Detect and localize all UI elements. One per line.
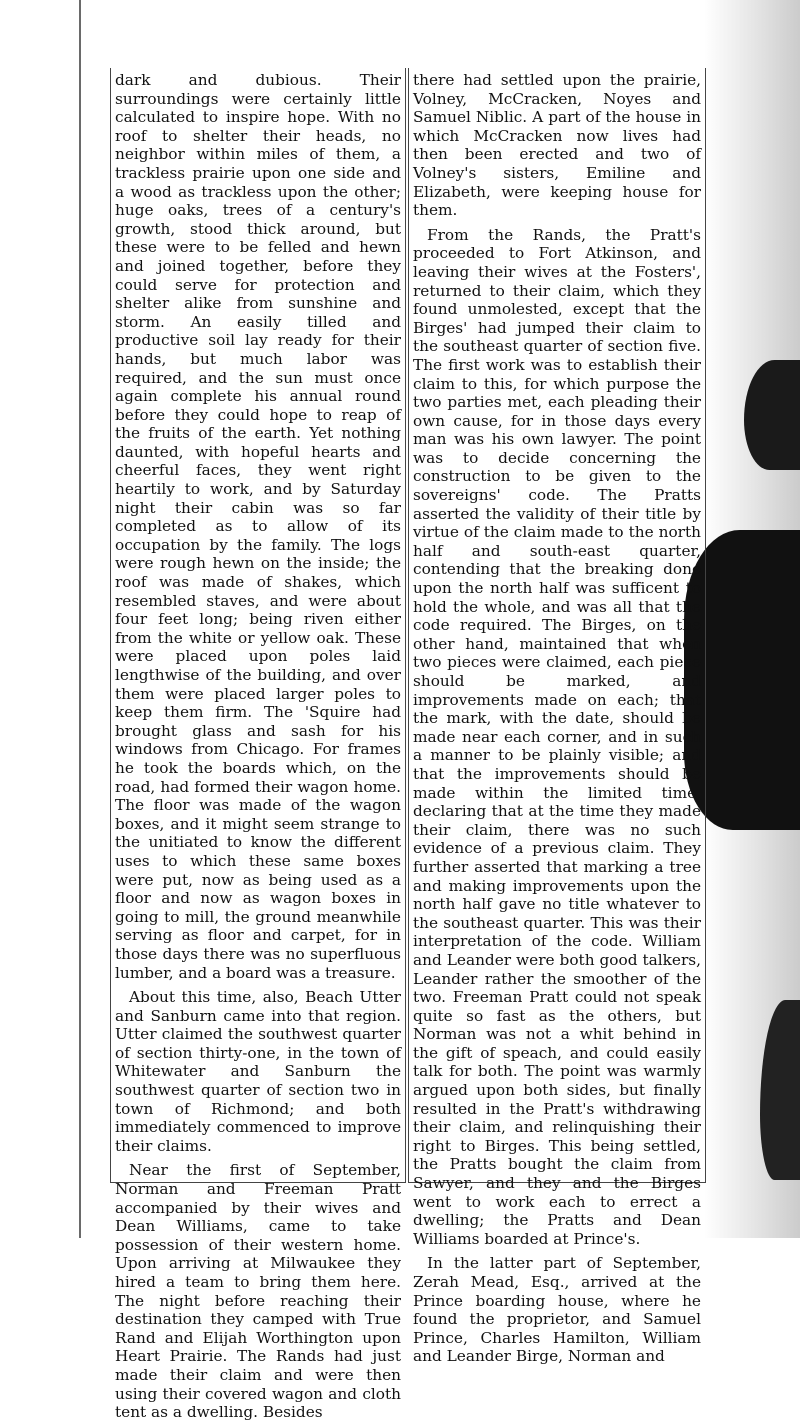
right-text-column [408, 68, 706, 1366]
left-paragraph-1: dark and dubious. Their surroundings were certainly little calculated to inspire hope. With no roof to shelter their heads, no neighbor within miles of them, a trackless prairie upon one side and a wood as trackless upon the other; huge oaks, trees of a century's growth, stood thick around, but these were to be felled and hewn and joined together, before they could serve for protection and shelter alike from sunshine and storm. An easily tilled and productive soil lay ready for their hands, but much labor was required, and the sun must once again complete his annual round before they could hope to reap of the fruits of the earth. Yet nothing daunted, with hopeful hearts and cheerful faces, they went right heartily to work, and by Saturday night their cabin was so far completed as to allow of its occupation by the family. The logs were rough hewn on the inside; the roof was made of shakes, which resembled staves, and were about four feet long; being riven either from the white or yellow oak. These were placed upon poles laid lengthwise of the building, and over them were placed larger poles to keep them firm. The 'Squire had brought glass and sash for his windows from Chicago. For frames he took the boards which, on the road, had formed their wagon home. The floor was made of the wagon boxes, and it might seem strange to the unitiated to know the different uses to which these same boxes were put, now as being used as a floor and now as wagon boxes in going to mill, the ground meanwhile serving as floor and carpet, for in those days there was no superfluous lumber, and a board was a treasure. [115, 71, 401, 982]
right-paragraph-1: there had settled upon the prairie, Volney, McCracken, Noyes and Samuel Niblic. A part of the house in which McCracken now lives had then been erected and two of Volney's sisters, Emiline and Elizabeth, were keeping house for them. [413, 71, 701, 220]
left-paragraph-3: Near the first of September, Norman and Freeman Pratt accompanied by their wives and Dean Williams, came to take possession of their western home. Upon arriving at Milwaukee they hired a team to bring them here. The night before reaching their destination they camped with True Rand and Elijah Worthington upon Heart Prairie. The Rands had just made their claim and were then using their covered wagon and cloth tent as a dwelling. Besides [115, 1161, 401, 1422]
right-paragraph-3: In the latter part of September, Zerah Mead, Esq., arrived at the Prince boarding house, where he found the proprietor, and Samuel Prince, Charles Hamilton, William and Leander Birge, Norman and [413, 1254, 701, 1366]
scan-margin-line [79, 0, 81, 1238]
left-text-column [110, 68, 406, 1422]
left-paragraph-2: About this time, also, Beach Utter and Sanburn came into that region. Utter claimed the southwest quarter of section thirty-one, in the town of Whitewater and Sanburn the southwest quarter of section two in town of Richmond; and both immediately commenced to improve their claims. [115, 988, 401, 1155]
torn-edge-upper [744, 360, 800, 470]
right-paragraph-2: From the Rands, the Pratt's proceeded to Fort Atkinson, and leaving their wives at the Fosters', returned to their claim, which they found unmolested, except that the Birges' had jumped their claim to the southeast quarter of section five. The first work was to establish their claim to this, for which purpose the two parties met, each pleading their own cause, for in those days every man was his own lawyer. The point was to decide concerning the construction to be given to the sovereigns' code. The Pratts asserted the validity of their title by virtue of the claim made to the north half and south-east quarter, contending that the breaking done upon the north half was sufficent to hold the whole, and was all that the code required. The Birges, on the other hand, maintained that when two pieces were claimed, each piece should be marked, and improvements made on each; that the mark, with the date, should be made near each corner, and in such a manner to be plainly visible; and that the improvements should be made within the limited time, declaring that at the time they made their claim, there was no such evidence of a previous claim. They further asserted that marking a tree and making improvements upon the north half gave no title whatever to the southeast quarter. This was their interpretation of the code. William and Leander were both good talkers, Leander rather the smoother of the two. Freeman Pratt could not speak quite so fast as the others, but Norman was not a whit behind in the gift of speach, and could easily talk for both. The point was warmly argued upon both sides, but finally resulted in the Pratt's withdrawing their claim, and relinquishing their right to Birges. This being settled, the Pratts bought the claim from Sawyer, and they and the Birges went to work each to errect a dwelling; the Pratts and Dean Williams boarded at Prince's. [413, 225, 701, 1248]
